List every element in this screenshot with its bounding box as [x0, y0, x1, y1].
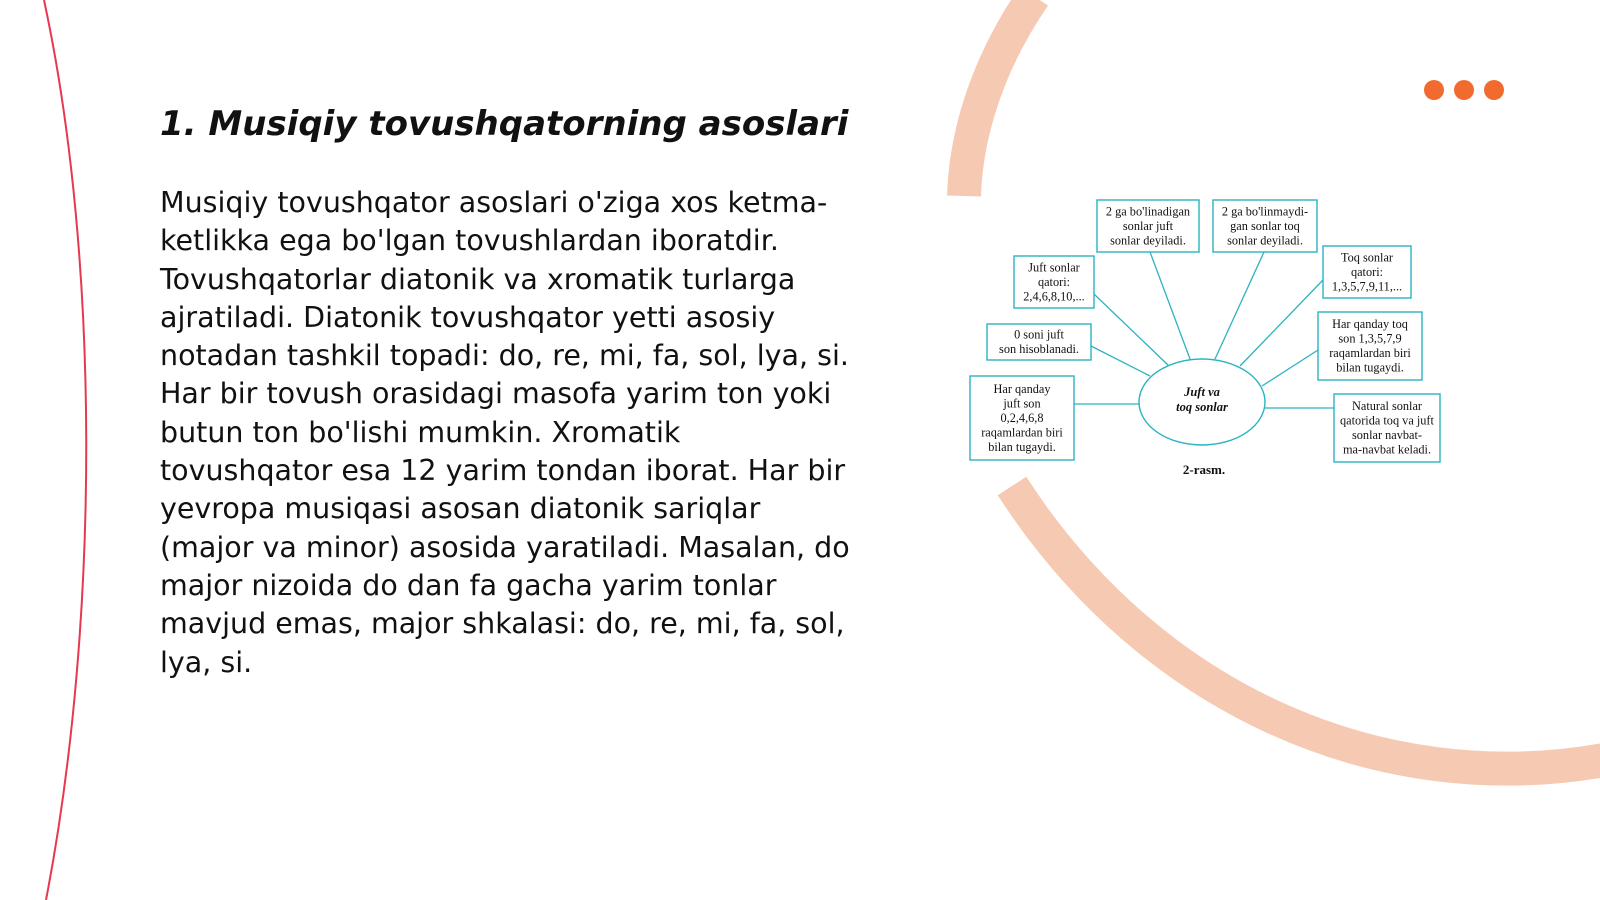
dot-icon [1424, 80, 1444, 100]
node-text-line: 2 ga bo'linadigan [1105, 204, 1191, 219]
node-text-line: sonlar navbat- [1352, 428, 1422, 442]
dot-icon [1484, 80, 1504, 100]
node-text-line: qatorida toq va juft [1340, 413, 1434, 428]
node-text-line: son 1,3,5,7,9 [1338, 331, 1402, 346]
connector-line [1094, 294, 1169, 366]
peach-arc-top [964, 0, 1034, 196]
diagram-center [1139, 359, 1265, 445]
diagram-node-toq-qatori [1323, 246, 1411, 298]
node-text-line: son hisoblanadi. [999, 342, 1079, 356]
node-text-line: raqamlardan biri [981, 425, 1063, 440]
node-text-line: 0,2,4,6,8 [1000, 410, 1044, 425]
dot-icon [1454, 80, 1474, 100]
center-label-line-2: toq sonlar [1176, 400, 1228, 414]
node-text-line: bilan tugaydi. [988, 439, 1056, 454]
diagram-node-toq-son-bolinmaydi [1213, 200, 1317, 252]
figure-caption: 2-rasm. [1182, 462, 1226, 477]
node-text-line: sonlar deyiladi. [1110, 233, 1186, 248]
node-text-line: 2,4,6,8,10,... [1023, 289, 1085, 304]
node-text-line: 1,3,5,7,9,11,... [1331, 279, 1403, 294]
node-text-line: qatori: [1037, 274, 1071, 289]
diagram-node-juft-son-bolinadi [1097, 200, 1199, 252]
diagram-node-har-qanday-juft [970, 376, 1074, 460]
connector-line [1215, 252, 1264, 359]
node-text-line: bilan tugaydi. [1336, 360, 1404, 375]
node-text-line: Har qanday toq [1332, 317, 1408, 331]
node-text-line: Juft sonlar [1028, 260, 1080, 275]
node-text-line: raqamlardan biri [1329, 346, 1411, 360]
peach-arc-bottom [1012, 486, 1600, 769]
menu-dots [1424, 80, 1504, 100]
node-text-line: gan sonlar toq [1230, 218, 1300, 233]
node-text-line: sonlar deyiladi. [1227, 233, 1303, 248]
even-odd-diagram [960, 196, 1450, 486]
diagram-node-juft-qatori [1014, 256, 1094, 308]
diagram-node-har-qanday-toq [1318, 312, 1422, 380]
node-text-line: juft son [1003, 396, 1041, 411]
center-label-line-1: Juft va [1184, 385, 1220, 399]
diagram-node-nol-juft [987, 324, 1091, 360]
node-text-line: ma-navbat keladi. [1342, 442, 1432, 457]
node-text-line: 2 ga bo'linmaydi- [1221, 204, 1309, 219]
connector-line [1150, 252, 1190, 359]
node-text-line: 0 soni juft [1014, 327, 1064, 342]
left-red-curve [44, 0, 86, 900]
node-text-line: Har qanday [993, 381, 1051, 396]
connector-line [1091, 346, 1150, 376]
node-text-line: sonlar juft [1122, 218, 1174, 233]
diagram-node-natural-sonlar [1334, 394, 1440, 462]
node-text-line: Natural sonlar [1352, 399, 1422, 413]
node-text-line: qatori: [1350, 264, 1384, 279]
connector-line [1240, 280, 1323, 366]
node-text-line: Toq sonlar [1340, 250, 1394, 265]
slide-title: 1. Musiqiy tovushqatorning asoslari [160, 104, 849, 144]
slide-body-text: Musiqiy tovushqator asoslari o'ziga xos ketma-ketlikka ega bo'lgan tovushlardan iboratdir. Tovushqatorlar diatonik va xromatik turlarga ajratiladi. Diatonik tovushqator yetti asosiy notadan tashkil topadi: do, re, mi, fa, sol, lya, si. Har bir tovush orasidagi masofa yarim ton yoki butun ton bo'lishi mumkin. Xromatik tovushqator esa 12 yarim tondan iborat. Har bir yevropa musiqasi asosan diatonik sariqlar (major va minor) asosida yaratiladi. Masalan, do major nizoida do dan fa gacha yarim tonlar mavjud emas, major shkalasi: do, re, mi, fa, sol, lya, si. [160, 186, 850, 679]
connector-line [1262, 350, 1318, 386]
